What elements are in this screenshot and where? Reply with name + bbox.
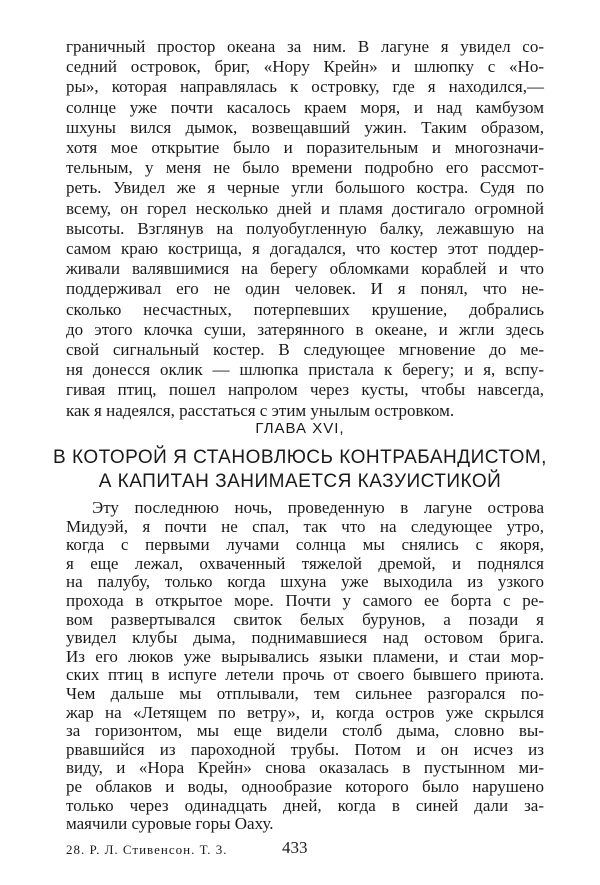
text-line: седний островок, бриг, «Нору Крейн» и шлюпку с «Но- xyxy=(66,57,544,77)
text-line: до этого клочка суши, затерянного в океане, и жгли здесь xyxy=(66,319,544,339)
chapter-number: ГЛАВА XVI, xyxy=(255,420,345,437)
text-line: граничный простор океана за ним. В лагуне я увидел со- xyxy=(66,37,544,56)
text-line: самом краю кострища, я догадался, что костер этот поддер- xyxy=(66,239,544,258)
text-line: ры», которая направлялась к островку, где я находился,— xyxy=(66,77,544,97)
text-line: как я надеялся, расстаться с этим унылым островком. xyxy=(66,400,455,420)
text-line: свой сигнальный костер. В следующее мгновение до ме- xyxy=(66,340,544,359)
text-line: за горизонтом, мы еще видели столб дыма, словно вы- xyxy=(66,721,544,741)
text-line: тельным, у меня не было времени подробно его рассмот- xyxy=(66,158,544,178)
text-line: рвавшийся из пароходной трубы. Потом и он исчез из xyxy=(66,739,544,759)
text-line: Мидуэй, я почти не спал, так что на следующее утро, xyxy=(66,516,544,536)
text-line: Чем дальше мы отплывали, тем сильнее разгорался по- xyxy=(66,684,544,703)
text-line: только через одинадцать дней, когда в синей дали за- xyxy=(66,795,544,815)
text-line: прохода в открытое море. Почти у самого ее борта с ре- xyxy=(66,591,544,610)
text-line: живали валявшимися на берегу обломками кораблей и что xyxy=(66,259,544,279)
text-line: поддерживал его не один человек. И я понял, что не- xyxy=(66,279,544,299)
text-line: ских птиц в испуге летели прочь от своего бывшего приюта. xyxy=(66,665,544,685)
text-line: шхуны вился дымок, возвещавший ужин. Таким образом, xyxy=(66,117,544,137)
printer-signature: 28. Р. Л. Стивенсон. Т. 3. xyxy=(66,842,228,857)
text-line: увидел клубы дыма, поднимавшиеся над остовом брига. xyxy=(66,628,544,648)
text-line: жар на «Летящем по ветру», и, когда остров уже скрылся xyxy=(66,702,544,722)
text-line: высоты. Взглянув на полуобугленную балку, лежавшую на xyxy=(66,218,544,238)
text-line: Из его люков уже вырывались языки пламени, и стаи мор- xyxy=(66,646,544,666)
text-line: ре облаков и воды, однообразие которого было нарушено xyxy=(66,777,544,796)
text-line: хотя мое открытие было и поразительным и многозначи- xyxy=(66,138,544,157)
page-number: 433 xyxy=(282,838,308,857)
text-line: солнце уже почти касалось краем моря, и над камбузом xyxy=(66,97,544,117)
text-line: вом развертывался свиток белых бурунов, а позади я xyxy=(66,609,544,629)
text-line: когда с первыми лучами солнца мы снялись с якоря, xyxy=(66,535,544,555)
text-line: я еще лежал, охваченный тяжелой дремой, и поднялся xyxy=(66,553,544,573)
text-line: всему, он горел несколько дней и пламя достигало огромной xyxy=(66,198,544,218)
text-line: гивая птиц, пошел напролом через кусты, чтобы навсегда, xyxy=(66,380,544,400)
text-line: маячили суровые горы Оаху. xyxy=(66,814,274,834)
text-line: Эту последнюю ночь, проведенную в лагуне острова xyxy=(92,498,544,517)
text-line: сколько несчастных, потерпевших крушение, добрались xyxy=(66,299,544,319)
text-line: реть. Увидел же я черные угли большого костра. Судя по xyxy=(66,178,544,198)
text-line: на палубу, только когда шхуна уже выходила из узкого xyxy=(66,572,544,592)
text-line: виду, и «Нора Крейн» снова оказалась в пустынном ми- xyxy=(66,758,544,778)
chapter-title-line-1: В КОТОРОЙ Я СТАНОВЛЮСЬ КОНТРАБАНДИСТОМ, xyxy=(53,447,547,468)
text-line: ня донесся оклик — шлюпка пристала к берегу; и я, вспу- xyxy=(66,360,544,380)
chapter-title-line-2: А КАПИТАН ЗАНИМАЕТСЯ КАЗУИСТИКОЙ xyxy=(98,471,502,492)
